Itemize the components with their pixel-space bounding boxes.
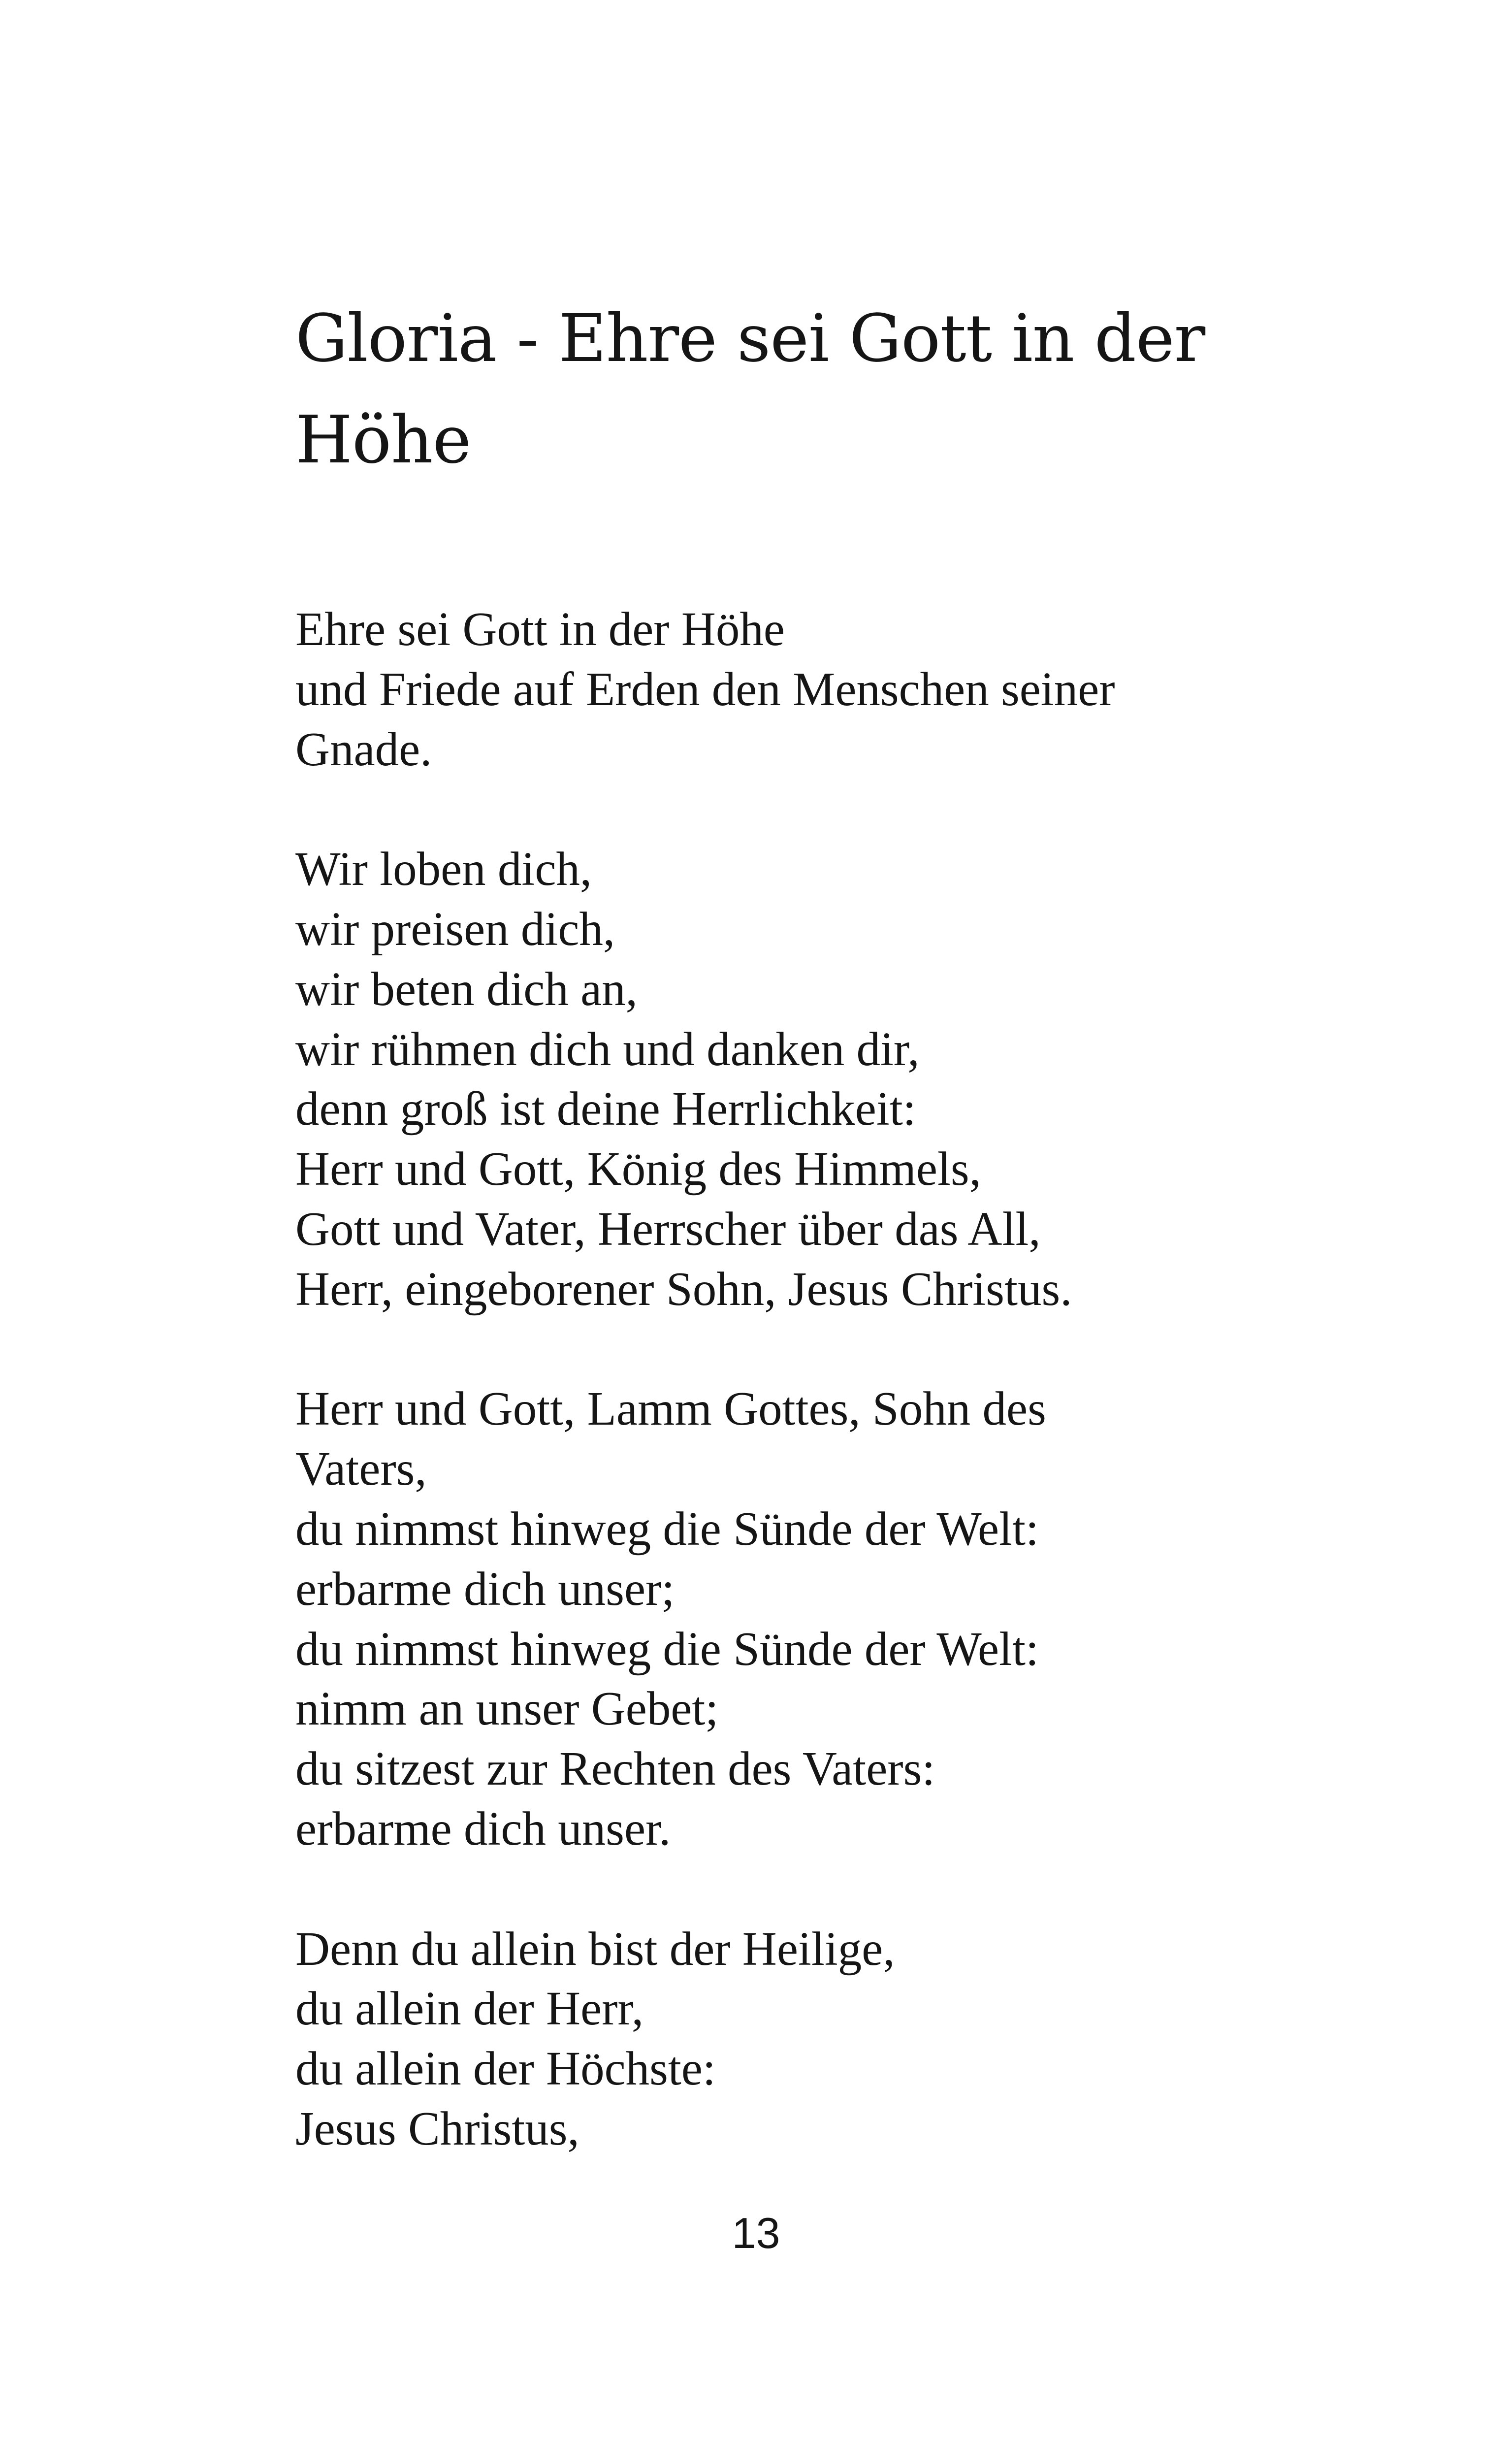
stanza-3 bbox=[295, 1379, 1354, 1858]
verse-line: wir beten dich an, bbox=[295, 962, 638, 1015]
verse-line: wir rühmen dich und danken dir, bbox=[295, 1022, 920, 1075]
title-line: Höhe bbox=[295, 402, 471, 478]
verse-line: du nimmst hinweg die Sünde der Welt: bbox=[295, 1502, 1039, 1555]
verse-line: wir preisen dich, bbox=[295, 902, 615, 955]
stanza-2 bbox=[295, 839, 1354, 1319]
verse-line: Gnade. bbox=[295, 722, 432, 776]
verse-line: Herr und Gott, König des Himmels, bbox=[295, 1142, 981, 1196]
verse-line: Ehre sei Gott in der Höhe bbox=[295, 603, 785, 655]
title-line: Gloria - Ehre sei Gott in der bbox=[295, 301, 1205, 377]
page-title bbox=[295, 288, 1329, 491]
verse-line: Herr und Gott, Lamm Gottes, Sohn des bbox=[295, 1382, 1046, 1435]
verse-line: Vaters, bbox=[295, 1442, 427, 1496]
verse-line: Wir loben dich, bbox=[295, 843, 592, 896]
stanza-1 bbox=[295, 599, 1354, 779]
verse-line: Herr, eingeborener Sohn, Jesus Christus. bbox=[295, 1262, 1072, 1315]
verse-line: du nimmst hinweg die Sünde der Welt: bbox=[295, 1622, 1039, 1675]
verse-line: du sitzest zur Rechten des Vaters: bbox=[295, 1742, 935, 1795]
stanza-4 bbox=[295, 1919, 1354, 2159]
verse-line: erbarme dich unser; bbox=[295, 1562, 675, 1615]
verse-line: Gott und Vater, Herrscher über das All, bbox=[295, 1202, 1041, 1255]
gloria-text bbox=[295, 599, 1354, 2219]
verse-line: Denn du allein bist der Heilige, bbox=[295, 1922, 895, 1975]
verse-line: nimm an unser Gebet; bbox=[295, 1682, 719, 1735]
page-number: 13 bbox=[732, 2209, 780, 2257]
verse-line: Jesus Christus, bbox=[295, 2102, 579, 2155]
verse-line: du allein der Herr, bbox=[295, 1982, 644, 2035]
verse-line: und Friede auf Erden den Menschen seiner bbox=[295, 662, 1115, 716]
verse-line: du allein der Höchste: bbox=[295, 2042, 716, 2095]
verse-line: erbarme dich unser. bbox=[295, 1802, 671, 1855]
verse-line: denn groß ist deine Herrlichkeit: bbox=[295, 1082, 916, 1136]
